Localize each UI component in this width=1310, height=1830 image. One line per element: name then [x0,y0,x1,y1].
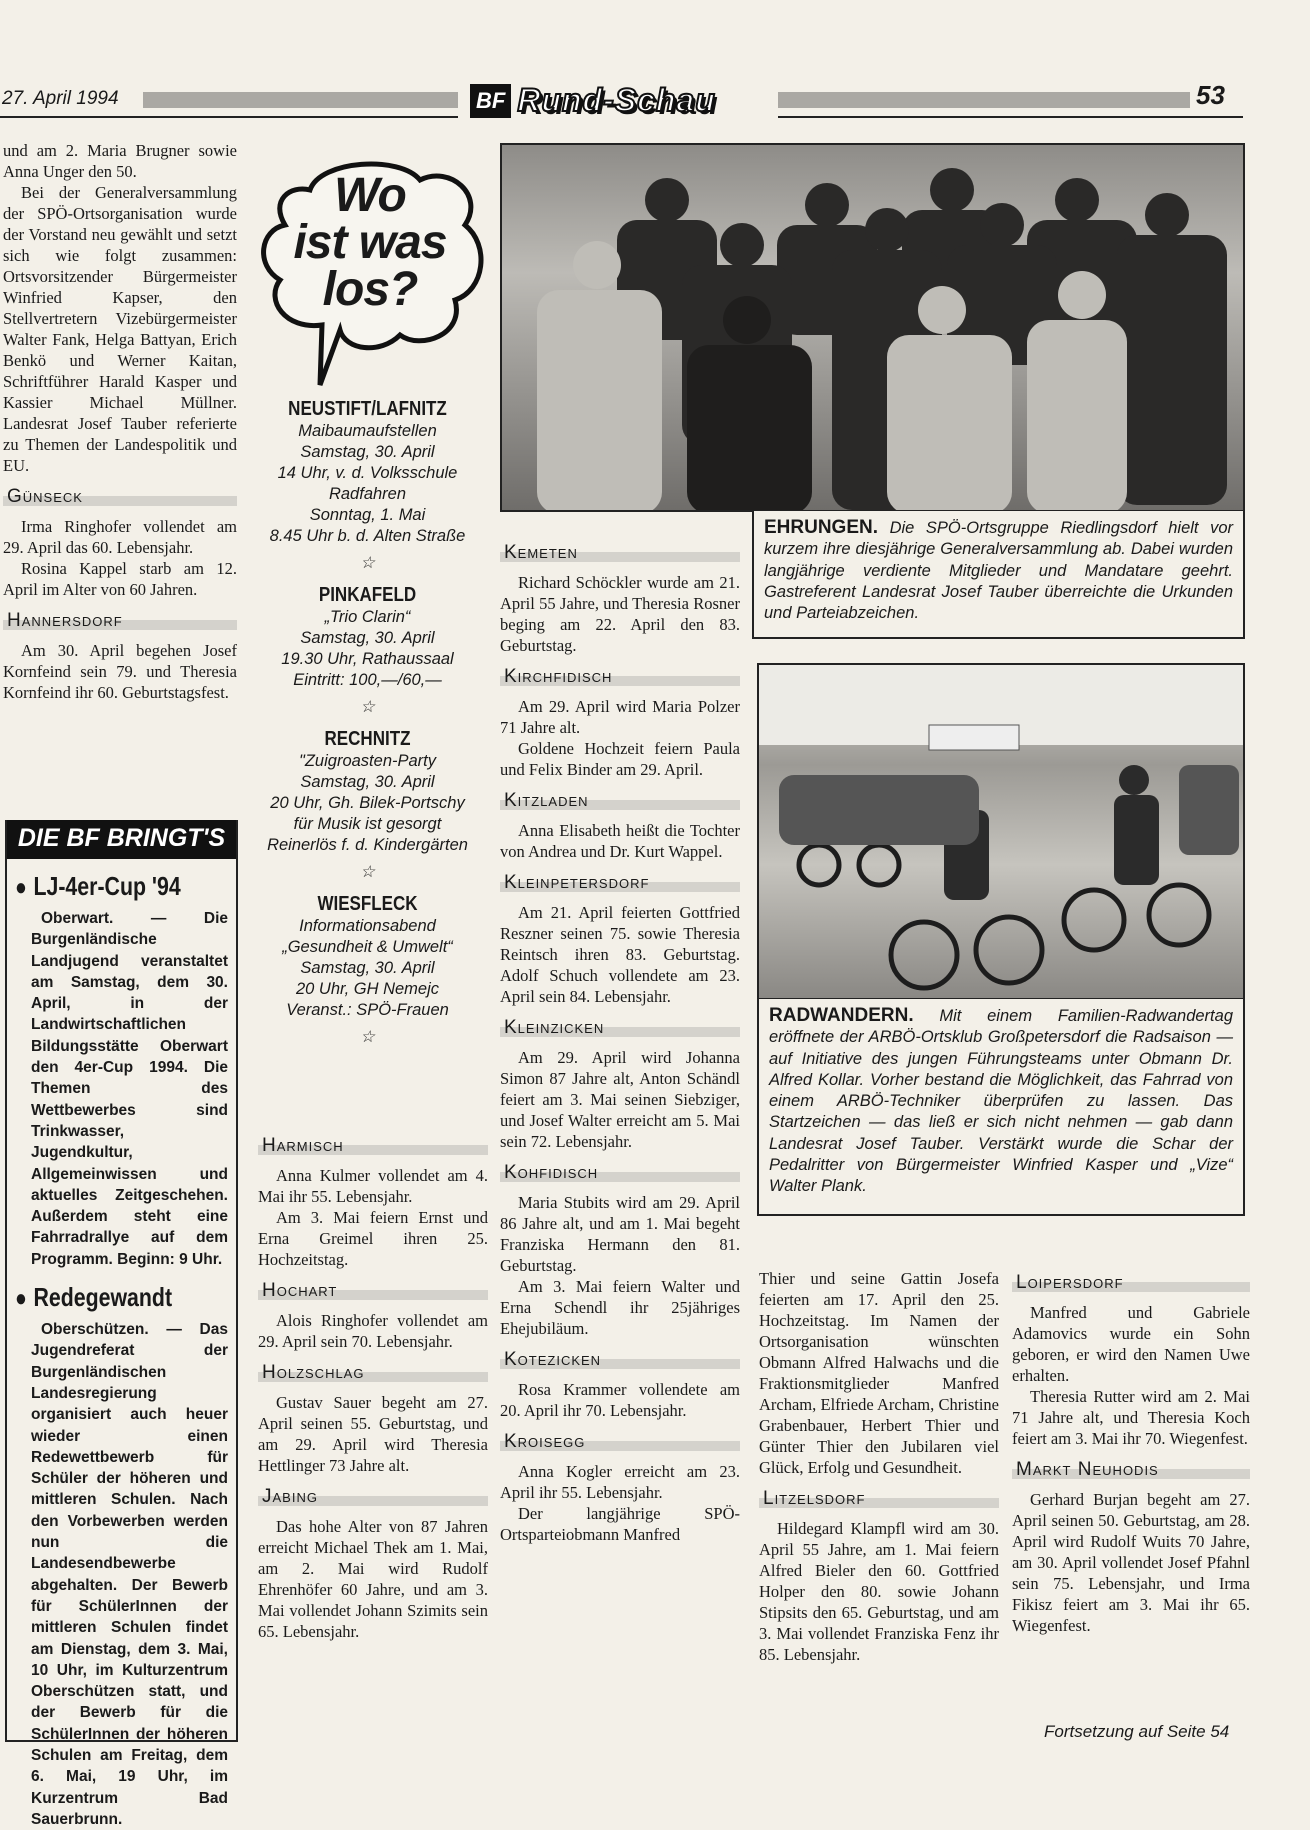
star-separator-icon: ☆ [360,1028,375,1046]
section-heading: Jabing [258,1486,488,1508]
logo-title: Rund-Schau [517,82,716,118]
event-detail: für Musik ist gesorgt [293,815,442,833]
event-detail: Maibaumaufstellen [298,422,437,440]
group-photo-image [502,145,1245,512]
box-title: DIE BF BRINGT'S [7,820,236,859]
photo-ehrungen [500,143,1245,512]
event-detail: 20 Uhr, GH Nemejc [295,980,440,998]
column-5 [1012,1262,1250,1636]
photo-radwandern [757,663,1245,1000]
paragraph: Alois Ringhofer vollendet am 29. April sein 70. Lebensjahr. [258,1311,488,1351]
section-heading: Kotezicken [500,1349,740,1371]
paragraph: Thier und seine Gattin Josefa feierten am 17. April den 25. Hochzeitstag. Im Namen der Ortsorganisation wünschten Obmann Alfred Halwachs und die Fraktionsmitglieder Manfred Archam, Elfriede Archam, Christine Grabenbauer, Herbert Thier und Günter Thier den Jubilaren viel Glück, Erfolg und Gesundheit. [759,1269,999,1477]
event-detail: Reinerlös f. d. Kindergärten [267,836,468,854]
paragraph: Richard Schöckler wurde am 21. April 55 Jahre, und Theresia Rosner beging am 22. April den 83. Geburtstag. [500,573,740,655]
event-detail: Samstag, 30. April [300,629,435,647]
section-heading: Kitzladen [500,790,740,812]
paragraph: Am 21. April feierten Gottfried Reszner seinen 75. sowie Theresia Reintsch ihren 83. Geburtstag. Adolf Schuch vollendete am 23. April sein 84. Lebensjahr. [500,903,740,1006]
header-rule-left [143,92,458,108]
paragraph: Bei der Generalversammlung der SPÖ-Ortsorganisation wurde der Vorstand neu gewählt und setzt sich wie folgt zusammen: Ortsvorsitzender Bürgermeister Winfried Kapser, den Stellvertretern Vizebürgermeister Walter Fank, Helga Battyan, Erich Benkö und Werner Kaitan, Schriftführer Harald Kasper und Kassier Michael Müllner. Landesrat Josef Tauber referierte zu Themen der Landespolitik und EU. [3,183,237,475]
box-item-heading: ● Redegewandt [15,1282,196,1313]
paragraph: Am 30. April begehen Josef Kornfeind sein 79. und Theresia Kornfeind ihr 60. Geburtstagsfest. [3,641,237,702]
event-detail: Informationsabend [299,917,436,935]
paragraph: Maria Stubits wird am 29. April 86 Jahre alt, und am 1. Mai begeht Franziska Hermann den 81. Geburtstag. [500,1193,740,1275]
event-detail: 14 Uhr, v. d. Volksschule [277,464,458,482]
event-detail: „Trio Clarin“ [324,608,411,626]
caption-text: Mit einem Familien-Radwandertag eröffnete der ARBÖ-Ortsklub Großpetersdorf die Radsaison — auf Initiative des jungen Führungsteams unter Obmann Dr. Alfred Kollar. Vorher bestand die Möglichkeit, das Fahrrad von einem ARBÖ-Techniker überprüfen zu lassen. Das Startzeichen — das ließ er sich nicht nehmen — gab dann Landesrat Josef Tauber. Verstärkt wurde die Schar der Pedalritter von Bürgermeister Winfried Kasper und „Vize“ Walter Plank. [769,1007,1233,1196]
section-heading: Litzelsdorf [759,1488,999,1510]
rundschau-logo [470,82,716,119]
event-detail: "Zuigroasten-Party [299,752,436,770]
paragraph: Theresia Rutter wird am 2. Mai 71 Jahre alt, und Theresia Koch feiert am 3. Mai ihr 70. Wiegenfest. [1012,1387,1250,1448]
paragraph: Gustav Sauer begeht am 27. April seinen 55. Geburtstag, und am 29. April wird Theresia Hettlinger 73 Jahre alt. [258,1393,488,1475]
paragraph: Gerhard Burjan begeht am 27. April seinen 50. Geburtstag, am 28. April wird Rudolf Wuits 70 Jahre, am 30. April vollendet Josef Pfahnl sein 75. Lebensjahr, und Irma Fikisz feiert am 3. Mai ihr 65. Wiegenfest. [1012,1490,1250,1635]
paragraph: Am 29. April wird Johanna Simon 87 Jahre alt, Anton Schändl feiert am 3. Mai seinen Siebziger, und Josef Walter erreicht am 5. Mai sein 72. Lebensjahr. [500,1048,740,1151]
caption-radwandern [757,999,1245,1216]
section-heading: Holzschlag [258,1362,488,1384]
paragraph: Anna Kogler erreicht am 23. April ihr 55. Lebensjahr. [500,1462,740,1502]
column-4 [759,1268,999,1665]
paragraph: Anna Elisabeth heißt die Tochter von Andrea und Dr. Kurt Wappel. [500,821,740,861]
event-place: RECHNITZ [324,728,411,750]
paragraph: Am 3. Mai feiern Ernst und Erna Greimel ihren 25. Hochzeitstag. [258,1208,488,1269]
bf-badge: BF [470,84,511,118]
column-2 [258,1125,488,1642]
header-rule-right [778,92,1190,108]
paragraph: Der langjährige SPÖ-Ortsparteiobmann Manfred [500,1504,740,1544]
bubble-line: Wo [334,169,406,222]
section-heading: Kirchfidisch [500,666,740,688]
bubble-line: los? [322,263,418,316]
event-detail: Radfahren [328,485,407,503]
event-detail: Sonntag, 1. Mai [309,506,426,524]
event-place: WIESFLECK [317,893,418,915]
event-detail: 19.30 Uhr, Rathaussaal [281,650,454,668]
issue-date: 27. April 1994 [2,88,119,109]
event-detail: „Gesundheit & Umwelt“ [282,938,453,956]
paragraph: Manfred und Gabriele Adamovics wurde ein Sohn geboren, er wird den Namen Uwe erhalten. [1012,1303,1250,1385]
star-separator-icon: ☆ [360,554,375,572]
section-heading: Harmisch [258,1135,488,1157]
event-place: NEUSTIFT/LAFNITZ [288,398,447,420]
event-detail: 20 Uhr, Gh. Bilek-Portschy [270,794,465,812]
section-heading: Kohfidisch [500,1162,740,1184]
bf-bringts-box [5,820,238,1828]
box-item-text: Oberwart. — Die Burgenländische Landjugend veranstaltet am Samstag, dem 30. April, in der Landwirtschaftlichen Bildungsstätte Oberwart den 4er-Cup 1994. Die Themen des Wettbewerbes sind Trinkwasser, Jugendkultur, Allgemeinwissen und aktuelles Zeitgeschehen. Außerdem steht eine Fahrradrallye auf dem Programm. Beginn: 9 Uhr. [31,910,228,1268]
caption-ehrungen [752,511,1245,639]
star-separator-icon: ☆ [360,863,375,881]
caption-lead: EHRUNGEN. [764,517,879,538]
star-separator-icon: ☆ [360,698,375,716]
event-detail: Samstag, 30. April [300,959,435,977]
section-heading: Kroisegg [500,1431,740,1453]
event-detail: Samstag, 30. April [300,443,435,461]
paragraph: Hildegard Klampfl wird am 30. April 55 Jahre, am 1. Mai feiern Alfred Bieler den 60. Gottfried Holper den 80. sowie Johann Stipsits den 65. Geburtstag, und am 3. Mai vollendet Franziska Fenz ihr 85. Lebensjahr. [759,1519,999,1664]
paragraph: Am 3. Mai feiern Walter und Erna Schendl ihr 25jähriges Ehejubiläum. [500,1277,740,1338]
box-item-heading: ● LJ-4er-Cup '94 [15,871,196,902]
section-heading: Hochart [258,1280,488,1302]
bubble-line: ist was [293,216,447,269]
header-line-left [0,116,458,118]
column-3 [500,532,740,1545]
section-heading: Kleinpetersdorf [500,872,740,894]
caption-text: Die SPÖ-Ortsgruppe Riedlingsdorf hielt vor kurzem ihre diesjährige Generalversammlung ab. Dabei wurden langjährige verdiente Mitglieder und Mandatare geehrt. Gastreferent Landesrat Josef Tauber überreichte die Urkunden und Parteiabzeichen. [764,519,1233,623]
event-detail: 8.45 Uhr b. d. Alten Straße [269,527,466,545]
continued-note: Fortsetzung auf Seite 54 [1044,1722,1230,1741]
section-heading: Kleinzicken [500,1017,740,1039]
event-place: PINKAFELD [318,584,417,606]
page-number: 53 [1196,80,1225,110]
section-heading: Kemeten [500,542,740,564]
event-detail: Eintritt: 100,—/60,— [293,671,442,689]
event-detail: Samstag, 30. April [300,773,435,791]
wo-ist-was-los-bubble [250,150,490,400]
paragraph: Das hohe Alter von 87 Jahren erreicht Michael Thek am 1. Mai, am 2. Mai wird Rudolf Ehrenhöfer 60 Jahre, und am 3. Mai vollendet Johann Szimits sein 65. Lebensjahr. [258,1517,488,1641]
paragraph: Goldene Hochzeit feiern Paula und Felix Binder am 29. April. [500,739,740,779]
paragraph: Irma Ringhofer vollendet am 29. April das 60. Lebensjahr. [3,517,237,557]
cyclists-photo-image [759,665,1245,1000]
box-item-text: Oberschützen. — Das Jugendreferat der Burgenländischen Landesregierung organisiert auch heuer wieder einen Redewettbewerb für Schüler der höheren und mittleren Schulen. Nach den Vorbewerben werden nun die Landesendbewerbe abgehalten. Der Bewerb für SchülerInnen der mittleren Schulen findet am Dienstag, dem 3. Mai, 10 Uhr, im Kulturzentrum Oberschützen statt, und der Bewerb für die SchülerInnen der höheren Schulen am Freitag, dem 6. Mai, 19 Uhr, im Kurzentrum Bad Sauerbrunn. [31,1321,228,1828]
section-heading: Hannersdorf [3,610,237,632]
paragraph: Anna Kulmer vollendet am 4. Mai ihr 55. Lebensjahr. [258,1166,488,1206]
header-line-right [778,116,1243,118]
caption-lead: RADWANDERN. [769,1005,914,1026]
column-1 [3,140,237,703]
paragraph: Am 29. April wird Maria Polzer 71 Jahre alt. [500,697,740,737]
paragraph: Rosina Kappel starb am 12. April im Alter von 60 Jahren. [3,559,237,599]
event-detail: Veranst.: SPÖ-Frauen [286,1001,449,1019]
paragraph: Rosa Krammer vollendete am 20. April ihr 70. Lebensjahr. [500,1380,740,1420]
section-heading: Loipersdorf [1012,1272,1250,1294]
section-heading: Markt Neuhodis [1012,1459,1250,1481]
events-list [247,396,488,1058]
paragraph: und am 2. Maria Brugner sowie Anna Unger den 50. [3,141,237,181]
section-heading: Günseck [3,486,237,508]
